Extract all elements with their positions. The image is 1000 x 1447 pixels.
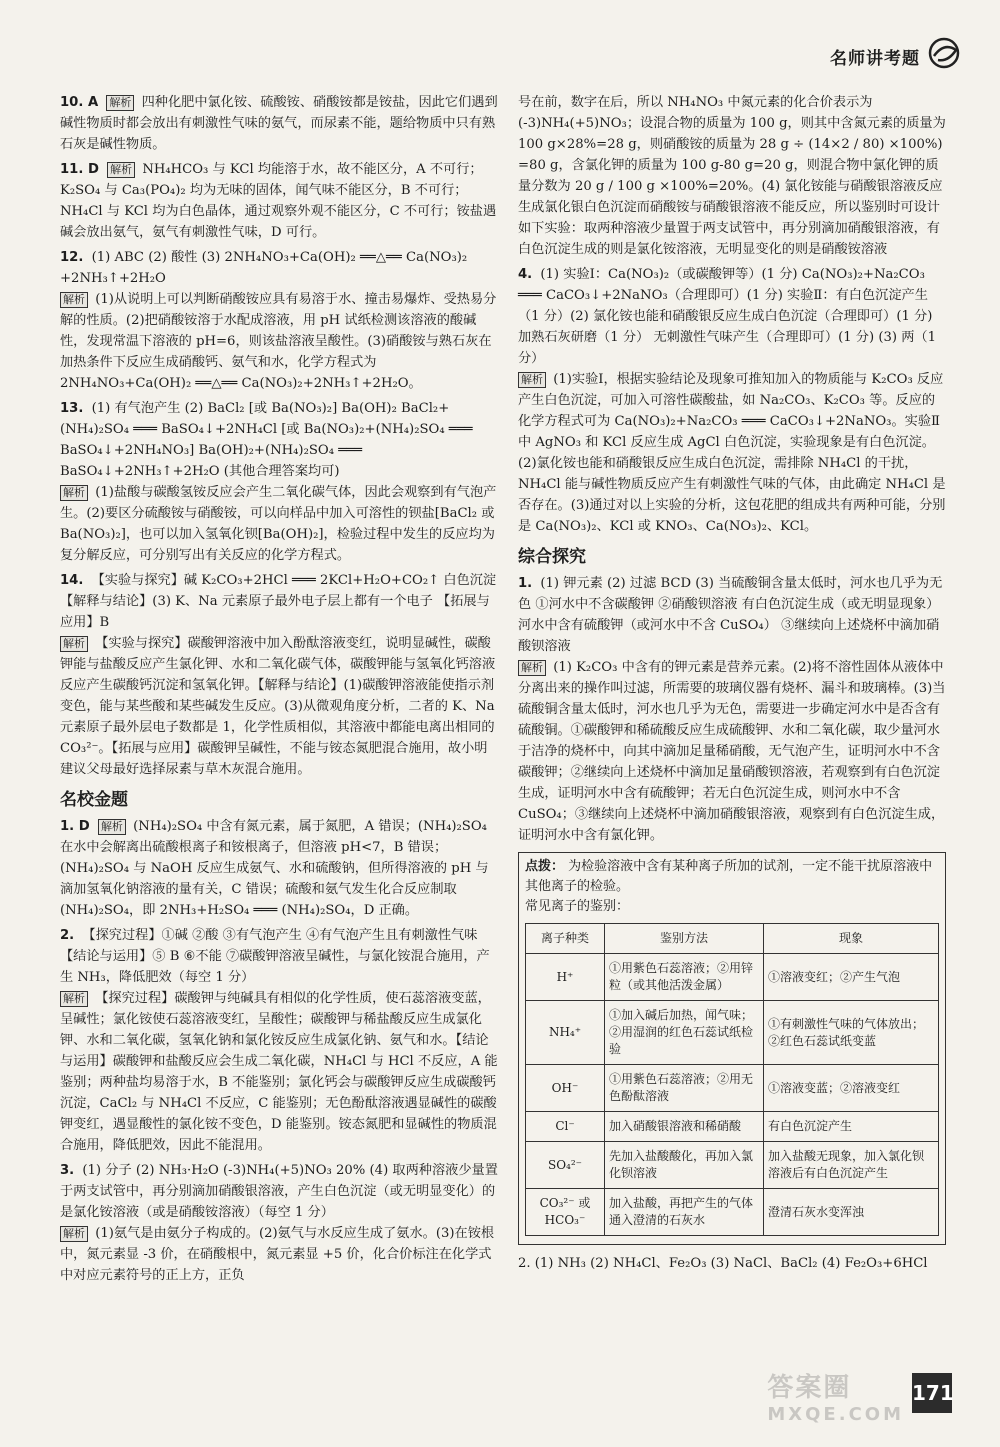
item-number: 14. <box>60 573 84 588</box>
method-cell: 加入硝酸银溶液和稀硝酸 <box>605 1112 764 1142</box>
tip-box <box>518 852 946 1245</box>
item-number: 1. <box>518 576 533 591</box>
answer-text: (1) 有气泡产生 (2) BaCl₂ [或 Ba(NO₃)₂] Ba(OH)₂ BaCl₂+(NH₄)₂SO₄ ═══ BaSO₄↓+2NH₄Cl [或 Ba(NO₃)₂+(NH₄)₂SO₄ ═══ BaSO₄↓+2NH₄NO₃] Ba(OH)₂+(NH₄)₂SO₄ ═══ BaSO₄↓+2NH₃↑+2H₂O (其他合理答案均可) <box>60 401 473 479</box>
header-title: 名师讲考题 <box>830 49 920 69</box>
method-cell: 先加入盐酸酸化，再加入氯化钡溶液 <box>605 1142 764 1189</box>
header-ion: 离子种类 <box>526 924 605 954</box>
answer-text: 【实验与探究】碱 K₂CO₃+2HCl ═══ 2KCl+H₂O+CO₂↑ 白色沉淀 【解释与结论】(3) K、Na 元素原子最外电子层上都有一个电子 【拓展与应用】B <box>60 573 497 630</box>
answer-text: (1) ABC (2) 酸性 (3) 2NH₄NO₃+Ca(OH)₂ ══△══ Ca(NO₃)₂ +2NH₃↑+2H₂O <box>60 250 468 286</box>
answer-item-10 <box>60 92 500 155</box>
tip-text: 为检验溶液中含有某种离子所加的试剂，一定不能干扰原溶液中其他离子的检验。 <box>525 859 933 894</box>
phenomenon-cell: 加入盐酸无现象，加入氯化钡溶液后有白色沉淀产生 <box>764 1142 939 1189</box>
table-row <box>526 1001 939 1065</box>
method-cell: ①用紫色石蕊溶液；②用无色酚酞溶液 <box>605 1065 764 1112</box>
analysis-tag: 解析 <box>60 991 88 1007</box>
phenomenon-cell: 澄清石灰水变浑浊 <box>764 1189 939 1236</box>
item-number: 10. A <box>60 95 99 110</box>
analysis-text: 四种化肥中氯化铵、硫酸铵、硝酸铵都是铵盐，因此它们遇到碱性物质时都会放出有刺激性气味的氨气，而尿素不能，题给物质中只有熟石灰是碱性物质。 <box>60 95 498 152</box>
analysis-text: NH₄HCO₃ 与 KCl 均能溶于水，故不能区分，A 不可行；K₂SO₄ 与 Ca₃(PO₄)₂ 均为无味的固体，闻气味不能区分，B 不可行；NH₄Cl 与 KCl 均为白色晶体，通过观察外观不能区分，C 不可行；铵盐遇碱会放出氨气，氨气有刺激性气味，D 可行。 <box>60 162 497 240</box>
ion-cell: NH₄⁺ <box>526 1001 605 1065</box>
method-cell: 加入盐酸，再把产生的气体通入澄清的石灰水 <box>605 1189 764 1236</box>
phenomenon-cell: ①溶液变蓝；②溶液变红 <box>764 1065 939 1112</box>
answer-item-11 <box>60 159 500 243</box>
item-number: 12. <box>60 250 84 265</box>
ion-cell: H⁺ <box>526 954 605 1001</box>
watermark <box>767 1367 904 1425</box>
analysis-tag: 解析 <box>60 636 88 652</box>
table-row <box>526 1142 939 1189</box>
item-number: 13. <box>60 401 84 416</box>
method-cell: ①加入碱后加热，闻气味；②用湿润的红色石蕊试纸检验 <box>605 1001 764 1065</box>
answer-item-z1 <box>518 573 946 846</box>
analysis-tag: 解析 <box>106 95 134 111</box>
table-row <box>526 954 939 1001</box>
left-column <box>60 92 500 1290</box>
analysis-tag: 解析 <box>518 372 546 388</box>
section-heading-zonghe: 综合探究 <box>518 547 586 567</box>
table-header-row <box>526 924 939 954</box>
item-number: 11. D <box>60 162 99 177</box>
analysis-text: (1)从说明上可以判断硝酸铵应具有易溶于水、撞击易爆炸、受热易分解的性质。(2)把硝酸铵溶于水配成溶液，用 pH 试纸检测该溶液的酸碱性，发现常温下溶液的 pH=6，则该盐溶液呈酸性。(3)硝酸铵与熟石灰在加热条件下反应生成硝酸钙、氨气和水，化学方程式为 2NH₄NO₃+Ca(OH)₂ ══△══ Ca(NO₃)₂+2NH₃↑+2H₂O。 <box>60 292 497 391</box>
answer-text: (1) 分子 (2) NH₃·H₂O (-3)NH₄(+5)NO₃ 20% (4) 取两种溶液少量置于两支试管中，再分别滴加硝酸银溶液，产生白色沉淀（或无明显变化）的是氯化铵溶液（或是硝酸铵溶液）（每空 1 分） <box>60 1163 498 1220</box>
answer-item-4 <box>518 264 946 537</box>
analysis-text: (NH₄)₂SO₄ 中含有氮元素，属于氮肥，A 错误；(NH₄)₂SO₄ 在水中会解离出硫酸根离子和铵根离子，但溶液 pH<7，B 错误；(NH₄)₂SO₄ 与 NaOH 反应生成氨气、水和硫酸钠，但所得溶液的 pH 与滴加氢氧化钠溶液的量有关，C 错误；硫酸和氨气发生化合反应制取 (NH₄)₂SO₄，即 2NH₃+H₂SO₄ ═══ (NH₄)₂SO₄，D 正确。 <box>60 819 489 918</box>
ion-cell: Cl⁻ <box>526 1112 605 1142</box>
analysis-text: (1)氨气是由氨分子构成的。(2)氨气与水反应生成了氨水。(3)在铵根中，氮元素显 -3 价，在硝酸根中，氮元素显 +5 价，化合价标注在化学式中对应元素符号的正上方，正负 <box>60 1226 495 1283</box>
table-row <box>526 1189 939 1236</box>
continuation-text: 号在前，数字在后，所以 NH₄NO₃ 中氮元素的化合价表示为 (-3)NH₄(+5)NO₃；设混合物的质量为 100 g，则其中含氮元素的质量为 100 g×28%=28 g，则硝酸铵的质量为 28 g ÷ (14×2 / 80) ×100%) =80 g，含氯化钾的质量为 100 g-80 g=20 g，则混合物中氯化钾的质量分数为 20 g / 100 g ×100%=20%。(4) 氯化铵能与硝酸银溶液反应生成氯化银白色沉淀而硝酸铵与硝酸银溶液不能反应，所以鉴别时可设计如下实验：取两种溶液少量置于两支试管中，再分别滴加硝酸银溶液，有白色沉淀生成的则是氯化铵溶液，无明显变化的则是硝酸铵溶液 <box>518 95 946 257</box>
answer-item-14 <box>60 570 500 780</box>
analysis-tag: 解析 <box>107 162 135 178</box>
right-column <box>518 92 946 1278</box>
watermark-top: 答案圈 <box>767 1373 852 1403</box>
table-row <box>526 1065 939 1112</box>
ion-identification-table <box>525 923 939 1236</box>
ion-cell: CO₃²⁻ 或 HCO₃⁻ <box>526 1189 605 1236</box>
answer-item-s2 <box>60 925 500 1156</box>
answer-item-13 <box>60 398 500 566</box>
answer-item-12 <box>60 247 500 394</box>
page-number: 171 <box>912 1373 952 1413</box>
analysis-text: 【探究过程】碳酸钾与纯碱具有相似的化学性质，使石蕊溶液变蓝，呈碱性；氯化铵使石蕊溶液变红，呈酸性；碳酸钾与稀盐酸反应生成氯化钾、水和二氧化碳，氢氧化钠和氯化铵反应生成氯化钠、氨气和水。【结论与运用】碳酸钾和盐酸反应会生成二氧化碳，NH₄Cl 与 HCl 不反应，A 能鉴别；两种盐均易溶于水，B 不能鉴别；氯化钙会与碳酸钾反应生成碳酸钙沉淀，CaCl₂ 与 NH₄Cl 不反应，C 能鉴别；无色酚酞溶液遇显碱性的碳酸钾变红，遇显酸性的氯化铵不变色，D 能鉴别。铵态氮肥和显碱性的物质混合施用，降低肥效，因此不能混用。 <box>60 991 498 1153</box>
analysis-text: (1) K₂CO₃ 中含有的钾元素是营养元素。(2)将不溶性固体从液体中分离出来的操作叫过滤，所需要的玻璃仪器有烧杯、漏斗和玻璃棒。(3)当硫酸铜含量太低时，河水也几乎为无色，需要进一步确定河水中是否含有硫酸铜。①碳酸钾和稀硫酸反应生成硫酸钾、水和二氧化碳，取少量河水于洁净的烧杯中，向其中滴加足量稀硝酸，无气泡产生，证明河水中不含碳酸钾；②继续向上述烧杯中滴加足量硝酸钡溶液，若观察到有白色沉淀生成，证明河水中含有硫酸钾；若无白色沉淀生成，则河水中不含 CuSO₄；③继续向上述烧杯中滴加硝酸银溶液，观察到有白色沉淀生成，证明河水中含有氯化钾。 <box>518 660 946 843</box>
logo-icon <box>926 36 966 70</box>
analysis-text: (1)实验Ⅰ，根据实验结论及现象可推知加入的物质能与 K₂CO₃ 反应产生白色沉淀，可加入可溶性碳酸盐，如 Na₂CO₃、K₂CO₃ 等。反应的化学方程式可为 Ca(NO₃)₂+Na₂CO₃ ═══ CaCO₃↓+2NaNO₃。实验Ⅱ中 AgNO₃ 和 KCl 反应生成 AgCl 白色沉淀，实验现象是有白色沉淀。(2)氯化铵也能和硝酸银反应生成白色沉淀，需排除 NH₄Cl 的干扰，NH₄Cl 能与碱性物质反应产生有刺激性气味的气体，由此确定 NH₄Cl 是否存在。(3)通过对以上实验的分析，这包花肥的组成共有两种可能，分别是 Ca(NO₃)₂、KCl 或 KNO₃、Ca(NO₃)₂、KCl。 <box>518 372 946 534</box>
ion-cell: OH⁻ <box>526 1065 605 1112</box>
analysis-tag: 解析 <box>518 660 546 676</box>
analysis-tag: 解析 <box>60 1226 88 1242</box>
analysis-tag: 解析 <box>60 485 88 501</box>
item-number: 1. D <box>60 819 90 834</box>
answer-text: 【探究过程】①碱 ②酸 ③有气泡产生 ④有气泡产生且有刺激性气味 【结论与运用】⑤ B ⑥不能 ⑦碳酸钾溶液呈碱性，与氯化铵混合施用，产生 NH₃，降低肥效（每空 1 分） <box>60 928 490 985</box>
item-number: 4. <box>518 267 533 282</box>
answer-item-s3 <box>60 1160 500 1286</box>
item-number: 3. <box>60 1163 75 1178</box>
analysis-tag: 解析 <box>98 819 126 835</box>
phenomenon-cell: ①溶液变红；②产生气泡 <box>764 954 939 1001</box>
answer-item-s1 <box>60 816 500 921</box>
answer-text: (1) 实验Ⅰ：Ca(NO₃)₂（或碳酸钾等）(1 分) Ca(NO₃)₂+Na₂CO₃ ═══ CaCO₃↓+2NaNO₃（合理即可）(1 分) 实验Ⅱ：有白色沉淀产生（1 分）(2) 氯化铵也能和硝酸银反应生成白色沉淀（合理即可）(1 分) 加熟石灰研磨（1 分） 无刺激性气味产生（合理即可）(1 分) (3) 两（1 分） <box>518 267 936 366</box>
table-row <box>526 1112 939 1142</box>
analysis-text: (1)盐酸与碳酸氢铵反应会产生二氧化碳气体，因此会观察到有气泡产生。(2)要区分硫酸铵与硝酸铵，可以向样品中加入可溶性的钡盐[BaCl₂ 或 Ba(NO₃)₂]，也可以加入氢氧化钡[Ba(OH)₂]，检验过程中发生的反应均为复分解反应，可分别写出有关反应的化学方程式。 <box>60 485 497 563</box>
analysis-tag: 解析 <box>60 292 88 308</box>
phenomenon-cell: ①有刺激性气味的气体放出；②红色石蕊试纸变蓝 <box>764 1001 939 1065</box>
phenomenon-cell: 有白色沉淀产生 <box>764 1112 939 1142</box>
method-cell: ①用紫色石蕊溶液；②用锌粒（或其他活泼金属） <box>605 954 764 1001</box>
ion-cell: SO₄²⁻ <box>526 1142 605 1189</box>
header-method: 鉴别方法 <box>605 924 764 954</box>
answer-item-z2: 2. (1) NH₃ (2) NH₄Cl、Fe₂O₃ (3) NaCl、BaCl₂ (4) Fe₂O₃+6HCl <box>518 1256 928 1271</box>
tip-label: 点拨： <box>525 859 565 874</box>
item-number: 2. <box>60 928 75 943</box>
watermark-bottom: MXQE.COM <box>767 1404 904 1425</box>
header-phenomenon: 现象 <box>764 924 939 954</box>
answer-text: (1) 钾元素 (2) 过滤 BCD (3) 当硫酸铜含量太低时，河水也几乎为无色 ①河水中不含碳酸钾 ②硝酸钡溶液 有白色沉淀生成（或无明显现象） 河水中含有硫酸钾（或河水中不含 CuSO₄） ③继续向上述烧杯中滴加硝酸钡溶液 <box>518 576 943 654</box>
tip-subtitle: 常见离子的鉴别： <box>525 899 630 914</box>
analysis-text: 【实验与探究】碳酸钾溶液中加入酚酞溶液变红，说明显碱性，碳酸钾能与盐酸反应产生氯化钾、水和二氧化碳气体，碳酸钾能与氢氧化钙溶液反应产生碳酸钙沉淀和氢氧化钾。【解释与结论】(1)碳酸钾溶液能使指示剂变色，能与某些酸和某些碱发生反应。(3)从微观角度分析，二者的 K、Na 元素原子最外层电子数都是 1，化学性质相似，其溶液中都能电离出相同的 CO₃²⁻。【拓展与应用】碳酸钾呈碱性，不能与铵态氮肥混合施用，故小明建议父母最好选择尿素与草木灰混合施用。 <box>60 636 496 777</box>
section-heading-mingxiao: 名校金题 <box>60 790 128 810</box>
